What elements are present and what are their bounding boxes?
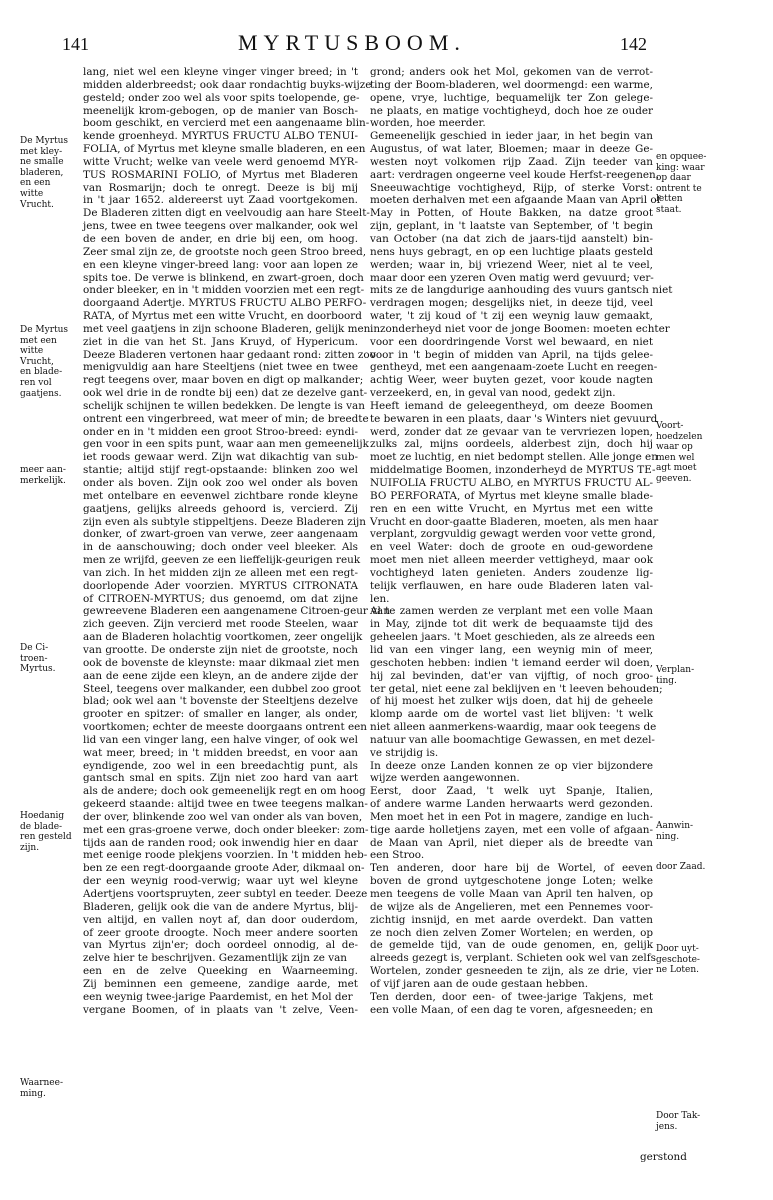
text-line: ting der Boom-bladeren, wel doormengd: een warme,: [370, 78, 653, 91]
margin-note-line: op daar: [656, 173, 691, 184]
margin-note-line: Vrucht,: [20, 356, 54, 367]
text-line: voor een doordringende Vorst wel bewaard, en niet: [370, 335, 653, 348]
text-line: FOLIA, of Myrtus met kleyne smalle bladeren, en een: [83, 143, 366, 156]
text-line: ze noch dien zelven Zomer Wortelen; en werden, op: [370, 926, 653, 939]
margin-note: [20, 465, 82, 486]
text-line: telijk verflauwen, en hare oude Bladeren laten val-: [370, 579, 653, 592]
text-line: inzonderheyd niet voor de jonge Boomen: moeten echter: [370, 322, 670, 335]
text-line: Vrucht en door-gaatte Bladeren, moeten, als men haar: [370, 515, 659, 528]
text-line: de een boven de ander, en drie bij een, om hoog.: [83, 232, 358, 245]
text-line: Men moet het in een Pot in magere, zandige en luch-: [370, 810, 653, 823]
text-line: ven altijd, en vallen noyt af, dan door ouderdom,: [83, 913, 358, 926]
margin-note-line: De Ci-: [20, 643, 49, 653]
margin-note-line: met kley-: [20, 146, 63, 157]
margin-note: [656, 862, 716, 873]
margin-note: [656, 421, 716, 485]
text-line: verzeekerd, en, in geval van nood, gedekt zijn.: [370, 387, 616, 400]
text-line: klomp aarde om de wortel vast liet blijven: 't welk: [370, 708, 653, 721]
margin-note-line: troen-: [20, 653, 48, 664]
text-line: ren en een witte Vrucht, en Myrtus met een witte: [370, 502, 653, 515]
text-line: regt teegens over, maar boven en digt op malkander;: [83, 374, 364, 387]
text-line: men teegens de volle Maan van April ten halven, op: [370, 888, 653, 900]
text-line: een volle Maan, of een dag te voren, afgesneeden; en: [370, 1003, 653, 1016]
text-line: aan de Bladeren holachtig voortkomen, zeer ongelijk: [83, 631, 363, 644]
margin-note-line: ren gesteld: [20, 832, 72, 843]
text-line: men ze wrijfd, geeven ze een lieffelijk-geurigen reuk: [83, 554, 361, 567]
margin-note-line: ming.: [20, 1088, 46, 1099]
text-line: onder en in 't midden een groot Stroo-breed: eyndi-: [83, 425, 358, 438]
text-line: spits toe. De verwe is blinkend, en zwart-groen, doch: [83, 271, 364, 284]
margin-note-line: met een: [20, 335, 57, 346]
text-line: de wijze als de Angelieren, met een Pennemes voor-: [370, 900, 653, 913]
margin-note-line: en blade-: [20, 367, 63, 378]
margin-note-line: geschote-: [656, 954, 700, 965]
text-line: aart: verdragen ongeerne veel koude Herfst-reegenen,: [370, 168, 660, 181]
text-line: witte Vrucht; welke van veele werd genoemd MYR-: [83, 155, 358, 168]
margin-note-line: door Zaad.: [656, 862, 706, 872]
margin-note-line: agt moet: [656, 463, 697, 474]
margin-note-line: merkelijk.: [20, 475, 66, 486]
text-line: onder als boven. Zijn ook zoo wel onder als boven: [83, 477, 358, 489]
margin-note-line: Voort-: [656, 421, 684, 431]
text-line: gekeerd staande: altijd twee en twee teegens malkan-: [83, 798, 368, 811]
text-line: boom geschikt, en vercierd met een aangenaame blin-: [83, 117, 370, 130]
text-line: schelijk schijnen te willen bedekken. De lengte is van: [83, 399, 365, 412]
text-line: hij zal bevinden, dat'er van vijftig, of noch groo-: [370, 669, 653, 682]
text-line: opene, vrye, luchtige, bequamelijk ter Zon gelege-: [370, 91, 653, 104]
text-line: Ten anderen, door hare bij de Wortel, of eeven: [370, 862, 653, 875]
text-line: moet men niet alleen meerder vettigheyd, maar ook: [370, 554, 653, 567]
text-line: lid van een vinger lang, een halve vinger, of ook wel: [83, 733, 358, 746]
margin-note-line: geeven.: [656, 473, 692, 484]
margin-note: [656, 152, 716, 216]
text-line: donker, of zwart-groen van verwe, zeer aangenaam: [83, 528, 358, 541]
text-line: aan de eene zijde een kleyn, an de andere zijde der: [83, 669, 358, 682]
text-line: met eenige roode plekjens voorzien. In 't midden heb-: [83, 849, 368, 862]
text-line: Wortelen, zonder gesneeden te zijn, als ze drie, vier: [370, 965, 653, 978]
text-line: ne plaats, en matige vochtigheyd, doch hoe ze ouder: [370, 104, 653, 117]
margin-note-line: ren vol: [20, 377, 52, 388]
text-line: Sneeuwachtige vochtigheyd, Rijp, of sterke Vorst:: [370, 181, 653, 194]
text-line: of CITROEN-MYRTUS; dus genoemd, om dat zijne: [83, 592, 358, 605]
text-line: water, 't zij koud of 't zij een weynig lauw gemaakt,: [370, 310, 653, 323]
margin-note-line: jens.: [656, 1121, 678, 1132]
text-line: een en de zelve Queeking en Waarneeming.: [83, 965, 358, 978]
text-line: Heeft iemand de geleegentheyd, om deeze Boomen: [370, 399, 653, 412]
margin-note: [20, 1078, 82, 1099]
text-line: een Stroo.: [370, 849, 425, 862]
margin-note-line: De Myrtus: [20, 325, 69, 335]
text-line: kende groenheyd. MYRTUS FRUCTU ALBO TENUI-: [83, 130, 358, 143]
text-line: gantsch smal en spits. Zijn niet zoo hard van aart: [83, 772, 358, 785]
margin-note-line: ning.: [656, 831, 680, 842]
text-line: stantie; altijd stijf regt-opstaande: blinken zoo wel: [83, 464, 358, 477]
text-line: middelmatige Boomen, inzonderheyd de MYRTUS TE-: [370, 464, 656, 477]
margin-note-line: witte: [20, 346, 44, 357]
text-line: zichtig insnijd, en met aarde overdekt. Dan vatten: [370, 913, 653, 926]
text-line: achtig Weer, weer buyten gezet, voor koude nagten: [370, 374, 653, 387]
text-line: gesteld; onder zoo wel als voor spits toelopende, ge-: [83, 91, 360, 104]
text-line: onder bleeker, en in 't midden voorzien met een regt-: [83, 284, 365, 297]
text-line: in 't jaar 1652. aldereerst uyt Zaad voortgekomen.: [83, 194, 358, 207]
text-line: Ten derden, door een- of twee-jarige Takjens, met: [370, 990, 653, 1003]
margin-note-line: Myrtus.: [20, 664, 56, 675]
running-title: MYRTUSBOOM.: [238, 30, 466, 55]
margin-note-line: Vrucht.: [20, 199, 54, 210]
margin-note: [20, 325, 82, 399]
text-line: van Rosmarijn; doch te onregt. Deeze is bij mij: [83, 181, 358, 194]
margin-note-line: zijn.: [20, 842, 40, 853]
text-line: TUS ROSMARINI FOLIO, of Myrtus met Bladeren: [83, 168, 358, 181]
text-line: verdragen mogen; desgelijks niet, in deeze tijd, veel: [370, 297, 653, 310]
text-line: De Bladeren zitten digt en veelvoudig aan hare Steelt-: [83, 207, 370, 220]
text-line: of vijf jaren aan de oude gestaan hebben.: [370, 977, 589, 990]
text-line: lid van een vinger lang, een weynig min of meer,: [370, 643, 653, 656]
text-line: met veel gaatjens in zijn schoone Bladeren, gelijk men: [83, 322, 371, 335]
text-line: BO PERFORATA, of Myrtus met kleyne smalle blade-: [370, 489, 653, 502]
text-line: geheelen jaars. 't Moet geschieden, als ze alreeds een: [370, 631, 655, 644]
margin-note-line: Hoedanig: [20, 811, 65, 821]
text-line: ontrent een vingerbreed, wat meer of min; de breedte: [83, 412, 369, 425]
margin-note-line: men wel: [656, 452, 695, 463]
text-line: eyndigende, zoo wel in een breedachtig punt, als: [83, 759, 358, 772]
text-line: Zij beminnen een gemeene, zandige aarde, met: [83, 977, 358, 990]
text-line: van zich. In het midden zijn ze alleen met een regt-: [83, 566, 358, 579]
text-line: maar door een yzeren Oven matig werd gevuurd; ver-: [370, 271, 654, 284]
margin-note-line: Aanwin-: [656, 821, 694, 831]
text-line: gentheyd, met een aangenaam-zoete Lucht en reegen-: [370, 361, 658, 374]
text-line: iet roods gewaar werd. Zijn wat dikachtig van sub-: [83, 451, 358, 464]
text-line: werden; waar in, bij vriezend Weer, niet al te veel,: [370, 258, 653, 271]
left-text-column: [83, 66, 390, 1016]
text-line: ve strijdig is.: [370, 746, 439, 759]
text-line: gaatjens, gelijks alreeds gehoord is, vercierd. Zij: [83, 502, 358, 515]
margin-note: [20, 811, 82, 853]
text-line: jens, twee en twee teegens over malkander, ook wel: [83, 220, 358, 233]
margin-note-line: hoedzelen: [656, 431, 703, 442]
text-line: May in Potten, of Houte Bakken, na datze groot: [370, 207, 653, 220]
text-line: voor in 't begin of midden van April, na tijds gelee-: [370, 348, 653, 361]
text-line: de Maan van April, niet dieper als de breedte van: [370, 836, 653, 849]
text-line: meenelijk krom-gebogen, op de manier van Bosch-: [83, 104, 358, 117]
text-line: menigvuldig aan hare Steeltjens (niet twee en twee: [83, 361, 358, 374]
text-line: midden alderbreedst; ook daar rondachtig buyks-wijze: [83, 78, 372, 91]
page-number-right: 142: [620, 34, 647, 54]
text-line: gewreevene Bladeren een aangenamene Citroen-geur van: [83, 605, 390, 618]
text-line: met ontelbare en eevenwel zichtbare ronde kleyne: [83, 489, 358, 502]
margin-note: [656, 821, 716, 842]
margin-note: [656, 1111, 716, 1132]
text-line: RATA, of Myrtus met een witte Vrucht, en doorboord: [83, 310, 362, 323]
text-line: ben ze een regt-doorgaande groote Ader, dikmaal on-: [83, 862, 365, 875]
text-line: ter getal, niet eene zal beklijven en 't leeven behouden;: [370, 682, 663, 695]
text-line: werd, zonder dat ze gevaar van te vervriezen lopen,: [370, 425, 653, 438]
text-line: ziet in die van het St. Jans Kruyd, of Hypericum.: [83, 335, 358, 348]
margin-note-line: De Myrtus: [20, 136, 69, 146]
text-line: niet alleen aanmerkens-waardig, maar ook teegens de: [370, 721, 657, 734]
text-line: geschoten hebben: indien 't iemand eerder wil doen,: [370, 656, 653, 669]
margin-note-line: Door Tak-: [656, 1111, 701, 1121]
text-line: Gemeenelijk geschied in ieder jaar, in het begin van: [370, 130, 653, 143]
text-line: len.: [370, 592, 390, 605]
text-line: Adertjens voortspruyten, zeer subtyl en teeder. Deeze: [83, 888, 368, 900]
margin-note: [656, 944, 716, 976]
margin-note-line: meer aan-: [20, 465, 66, 475]
margin-note: [20, 643, 82, 675]
text-line: zelve hier te beschrijven. Gezamentlijk zijn ze van: [83, 952, 347, 965]
text-line: vochtigheyd laten genieten. Anders zoudenze lig-: [370, 566, 653, 579]
text-line: gen voor in een spits punt, waar aan men gemeenelijk: [83, 438, 369, 451]
text-line: zijn, geplant, in 't laatste van September, of 't begin: [370, 220, 653, 233]
text-line: verplant, zorgvuldig gewagt werden voor vette grond,: [370, 528, 656, 541]
text-line: alreeds gezegt is, verplant. Schieten ook wel van zelfs: [370, 952, 656, 965]
text-line: als de andere; doch ook gemeenelijk regt en om hoog: [83, 785, 366, 798]
margin-note: [20, 136, 82, 210]
margin-note-line: en een: [20, 178, 51, 189]
text-line: moet ze luchtig, en niet bedompt stellen. Alle jonge en: [370, 451, 658, 464]
text-line: moeten derhalven met een afgaande Maan van April of: [370, 194, 661, 207]
text-line: Deeze Bladeren vertonen haar gedaant rond: zitten zoo: [83, 348, 376, 361]
text-line: of zeer groote droogte. Noch meer andere soorten: [83, 926, 358, 939]
text-line: te bewaren in een plaats, daar 's Winters niet gevuurd: [370, 412, 658, 425]
text-line: worden, hoe meerder.: [370, 117, 486, 130]
text-line: Bladeren, gelijk ook die van de andere Myrtus, blij-: [83, 900, 358, 913]
text-line: van grootte. De onderste zijn niet de grootste, noch: [83, 643, 358, 656]
margin-note-line: witte: [20, 188, 44, 199]
text-line: westen noyt volkomen rijp Zaad. Zijn teeder van: [370, 155, 653, 168]
text-line: der een weynig rood-verwig; waar uyt wel kleyne: [83, 875, 358, 888]
text-line: Steel, teegens over malkander, een dubbel zoo groot: [83, 682, 361, 695]
text-line: met een gras-groene verwe, doch onder bleeker: zom-: [83, 823, 369, 836]
margin-note-line: ne Loten.: [656, 965, 699, 976]
margin-note-line: ontrent te: [656, 183, 702, 194]
margin-note-line: king: waar: [656, 162, 705, 173]
text-line: wat meer, breed; in 't midden breedst, en voor aan: [83, 746, 358, 759]
text-line: van Myrtus zijn'er; doch oordeel onnodig, al de-: [83, 939, 358, 952]
margin-note-line: Waarnee-: [20, 1078, 63, 1088]
text-line: grooter en spitzer: of smaller en langer, als onder,: [83, 708, 358, 721]
text-line: nens huys gebragt, en op een luchtige plaats gesteld: [370, 245, 653, 258]
text-line: of hij moest het zulker wijs doen, dat hij de geheele: [370, 695, 653, 708]
margin-note-line: bladeren,: [20, 167, 64, 178]
text-line: ook de bovenste de kleynste: maar dikmaal ziet men: [83, 656, 360, 669]
text-line: in May, zijnde tot dit werk de bequaamste tijd des: [370, 618, 653, 631]
margin-note-line: letten: [656, 194, 683, 205]
catchword: gerstond: [640, 1151, 687, 1163]
text-line: der over, blinkende zoo wel van onder als van boven,: [83, 810, 363, 823]
text-line: zijn even als subtyle stippeltjens. Deeze Bladeren zijn: [83, 515, 366, 528]
text-line: voortkomen; echter de meeste doorgaans ontrent een: [83, 721, 367, 734]
text-line: Zeer smal zijn ze, de grootste noch geen Stroo breed,: [83, 245, 367, 258]
text-line: In deeze onze Landen konnen ze op vier bijzondere: [370, 759, 653, 772]
text-line: in de aanschouwing; doch onder veel bleeker. Als: [83, 541, 358, 554]
text-line: mits ze de langdurige aanhouding des vuurs gantsch niet: [370, 284, 673, 297]
text-line: wijze werden aangewonnen.: [370, 772, 520, 785]
text-line: zulks zal, mijns oordeels, alderbest zijn, doch hij: [370, 438, 653, 451]
margin-note: [656, 665, 716, 686]
text-line: zich geeven. Zijn vercierd met roode Steelen, waar: [83, 618, 358, 631]
margin-note-line: gaatjens.: [20, 388, 62, 399]
margin-note-line: waar op: [656, 442, 693, 453]
text-line: doorgaand Adertje. MYRTUS FRUCTU ALBO PERFO-: [83, 297, 367, 310]
text-line: ook wel drie in de rondte bij een) dat ze dezelve gant-: [83, 387, 368, 400]
margin-note-line: Verplan-: [656, 665, 695, 675]
margin-note-line: Door uyt-: [656, 944, 699, 954]
margin-note-line: ting.: [656, 675, 677, 686]
text-line: en veel Water: doch de groote en oud-gewordene: [370, 541, 653, 554]
text-line: lang, niet wel een kleyne vinger vinger breed; in 't: [83, 66, 358, 78]
text-line: een weynig twee-jarige Paardemist, en het Mol der: [83, 990, 353, 1003]
margin-note-line: de blade-: [20, 821, 63, 832]
text-line: tige aarde holletjens zayen, met een volle of afgaan-: [370, 823, 653, 836]
text-line: grond; anders ook het Mol, gekomen van de verrot-: [370, 66, 653, 78]
text-line: vergane Boomen, of in plaats van 't zelve, Veen-: [83, 1003, 358, 1016]
margin-note-line: ne smalle: [20, 157, 64, 168]
text-line: tijds aan de randen rood; ook inwendig hier en daar: [83, 836, 358, 849]
page-number-left: 141: [62, 34, 89, 54]
text-line: boven de grond uytgeschotene jonge Loten; welke: [370, 875, 653, 888]
text-line: Eerst, door Zaad, 't welk uyt Spanje, Italien,: [370, 785, 653, 798]
text-line: of andere warme Landen herwaarts werd gezonden.: [370, 798, 653, 811]
text-line: Al te zamen werden ze verplant met een volle Maan: [370, 605, 653, 618]
text-line: van October (na dat zich de jaars-tijd aanstelt) bin-: [370, 232, 653, 245]
text-line: natuur van alle boomachtige Gewassen, en met dezel-: [370, 733, 655, 746]
text-line: NUIFOLIA FRUCTU ALBO, en MYRTUS FRUCTU AL-: [370, 477, 654, 489]
margin-note-line: en opquee-: [656, 152, 707, 162]
text-line: doorlopende Ader voorzien. MYRTUS CITRONATA: [83, 579, 358, 592]
text-line: blad; ook wel aan 't bovenste der Steeltjens dezelve: [83, 695, 358, 708]
text-line: de gemelde tijd, van de oude genomen, en, gelijk: [370, 939, 653, 952]
margin-note-line: staat.: [656, 204, 682, 215]
text-line: en een kleyne vinger-breed lang: voor aan lopen ze: [83, 258, 358, 271]
text-line: Augustus, of wat later, Bloemen; maar in deeze Ge-: [370, 143, 653, 156]
